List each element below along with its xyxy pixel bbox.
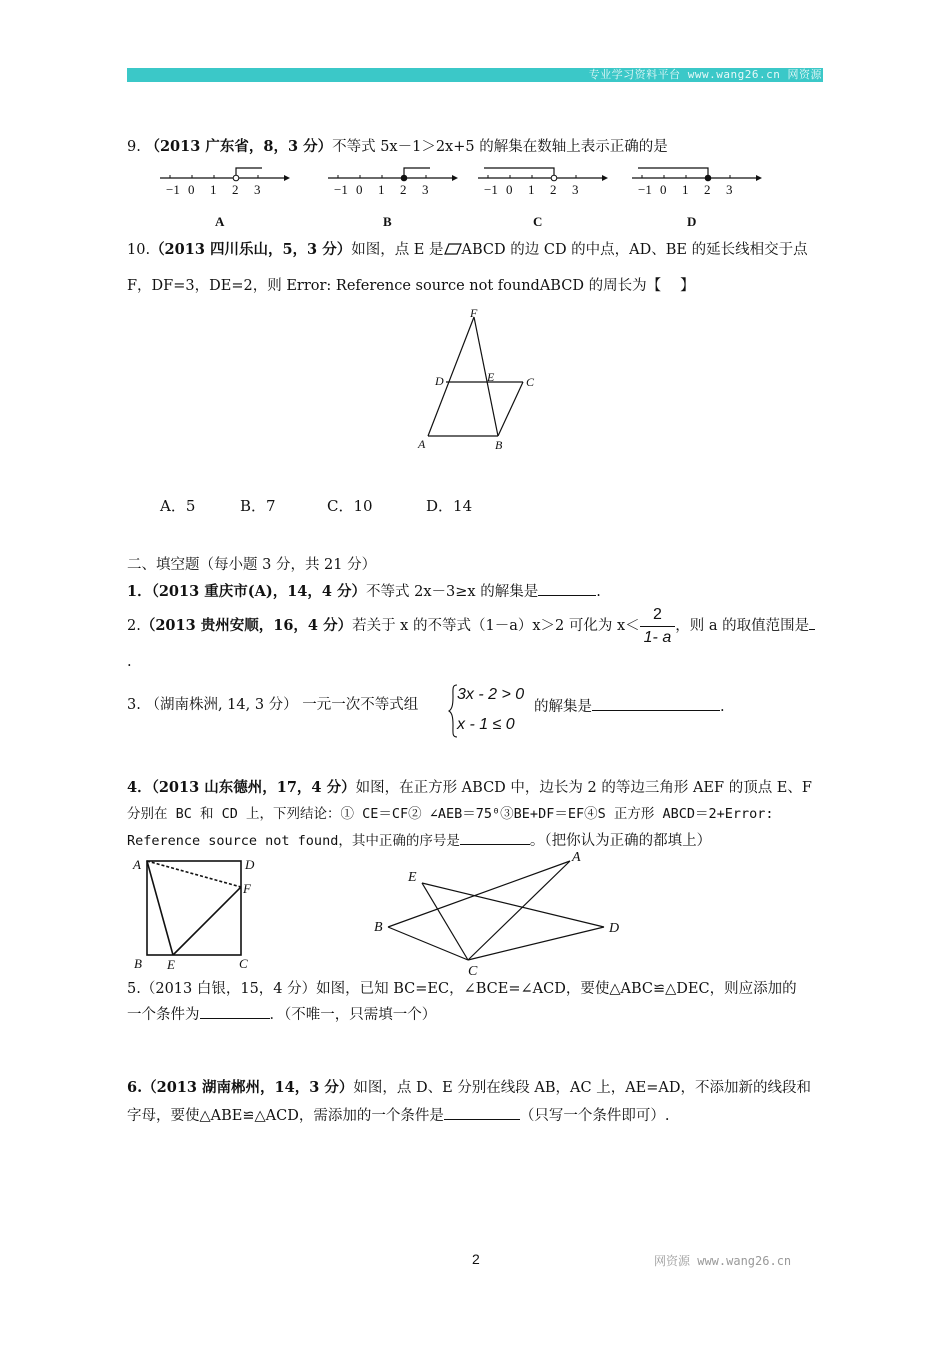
fill-question-6: 6.（2013 湖南郴州，14，3 分）如图，点 D、E 分别在线段 AB，AC 上，AE=AD，不添加新的线段和	[127, 1079, 812, 1096]
q10-option-b[interactable]: B．7	[240, 497, 276, 515]
tick-label: 1	[528, 182, 535, 197]
tick-label: 3	[726, 182, 733, 197]
question-10: 10.（2013 四川乐山，5，3 分）如图，点 E 是 ABCD 的边 CD 的中点，AD、BE 的延长线相交于点	[127, 241, 808, 258]
tick-label: 1	[210, 182, 217, 197]
tick-label: 3	[422, 182, 429, 197]
tick-label: 0	[188, 182, 195, 197]
svg-text:B: B	[374, 920, 383, 935]
fill-question-4-line2: 分别在 BC 和 CD 上，下列结论：① CE＝CF② ∠AEB＝75⁰③BE+DF＝EF④S 正方形 ABCD＝2+Error:	[127, 806, 774, 822]
option-label: C	[533, 214, 543, 229]
tick-label: 0	[356, 182, 363, 197]
question-9: 9. （2013 广东省，8，3 分）不等式 5x－1＞2x+5 的解集在数轴上表示正确的是	[127, 138, 668, 155]
fig10-label-c: C	[526, 375, 535, 389]
header-watermark: 专业学习资料平台 www.wang26.cn 网资源	[588, 68, 822, 81]
q10-figure	[410, 305, 550, 455]
number-line-c	[478, 168, 608, 229]
fill-question-3-tail: 的解集是 .	[534, 695, 725, 717]
fig10-label-f: F	[470, 306, 478, 320]
system-line-1: 3x - 2 > 0	[457, 686, 525, 703]
tick-label: −1	[334, 182, 348, 197]
svg-text:F: F	[243, 881, 251, 896]
svg-text:E: E	[167, 957, 175, 972]
tick-label: 3	[572, 182, 579, 197]
tick-label: 1	[378, 182, 385, 197]
tick-label: 0	[660, 182, 667, 197]
fig10-label-a: A	[418, 437, 426, 451]
tick-label: 2	[232, 182, 239, 197]
q5-triangles-figure	[370, 845, 630, 980]
q9-number-lines	[160, 166, 770, 232]
fraction: $\frac{2}{1- a}$	[640, 604, 676, 649]
number-line-a	[160, 168, 290, 229]
option-label: D	[687, 214, 697, 229]
fill-question-2: 2.（2013 贵州安顺，16，4 分）若关于 x 的不等式（1－a）x＞2 可化为 x＜ $\frac{2}{1- a}$ ，则 a 的取值范围是	[127, 602, 815, 650]
number-line-b	[328, 168, 458, 229]
fill-question-4-line3: Reference source not found，其中正确的序号是 。（把你认为正确的都填上）	[127, 829, 711, 851]
svg-text:C: C	[468, 964, 478, 979]
fill-question-5: 5.（2013 白银，15，4 分）如图，已知 BC=EC，∠BCE=∠ACD，要使△ABC≌△DEC，则应添加的	[127, 981, 797, 997]
number-line-d	[632, 168, 762, 229]
tick-label: 0	[506, 182, 513, 197]
option-label: A	[215, 214, 225, 229]
tick-label: 2	[400, 182, 407, 197]
fig10-label-b: B	[495, 438, 503, 452]
footer-watermark: 网资源 www.wang26.cn	[654, 1254, 792, 1268]
answer-blank-2[interactable]	[809, 614, 815, 630]
section-2-title: 二、填空题（每小题 3 分，共 21 分）	[127, 557, 377, 573]
answer-blank-1[interactable]	[538, 580, 596, 596]
svg-text:A: A	[133, 857, 141, 872]
tick-label: −1	[166, 182, 180, 197]
q10-option-a[interactable]: A．5	[160, 497, 196, 515]
tick-label: 3	[254, 182, 261, 197]
fill-question-4: 4．（2013 山东德州，17，4 分）如图，在正方形 ABCD 中，边长为 2 的等边三角形 AEF 的顶点 E、F	[127, 779, 812, 796]
question-10-line2: F，DF=3，DE=2，则 Error: Reference source not foundABCD 的周长为【 】	[127, 278, 695, 294]
fig10-label-e: E	[487, 370, 495, 384]
page-number: 2	[472, 1251, 480, 1267]
fig10-label-d: D	[435, 374, 444, 388]
svg-text:C: C	[239, 956, 248, 971]
answer-blank-4[interactable]	[460, 829, 530, 845]
svg-text:E: E	[408, 870, 417, 885]
q10-option-c[interactable]: C．10	[327, 497, 373, 515]
tick-label: 2	[550, 182, 557, 197]
svg-text:B: B	[134, 956, 142, 971]
q10-option-d[interactable]: D．14	[426, 497, 473, 515]
fill-question-3: 3. （湖南株洲, 14, 3 分） 一元一次不等式组	[127, 697, 419, 713]
tick-label: −1	[638, 182, 652, 197]
fill-question-2-end: .	[127, 654, 132, 670]
system-line-2: x - 1 ≤ 0	[457, 716, 515, 733]
fill-question-5-line2: 一个条件为 ．（不唯一，只需填一个）	[127, 1003, 436, 1025]
option-label: B	[383, 214, 392, 229]
answer-blank-3[interactable]	[592, 695, 720, 711]
answer-blank-6[interactable]	[444, 1104, 520, 1120]
fill-question-1: 1．（2013 重庆市(A)，14，4 分）不等式 2x－3≥x 的解集是 .	[127, 580, 601, 602]
tick-label: 2	[704, 182, 711, 197]
fill-question-6-line2: 字母，要使△ABE≌△ACD，需添加的一个条件是 （只写一个条件即可）.	[127, 1104, 669, 1126]
svg-text:D: D	[609, 921, 620, 936]
parallelogram-icon	[444, 243, 462, 255]
svg-text:D: D	[245, 857, 255, 872]
svg-text:A: A	[572, 850, 581, 865]
tick-label: −1	[484, 182, 498, 197]
answer-blank-5[interactable]	[200, 1003, 270, 1019]
tick-label: 1	[682, 182, 689, 197]
q4-square-figure	[127, 855, 267, 975]
